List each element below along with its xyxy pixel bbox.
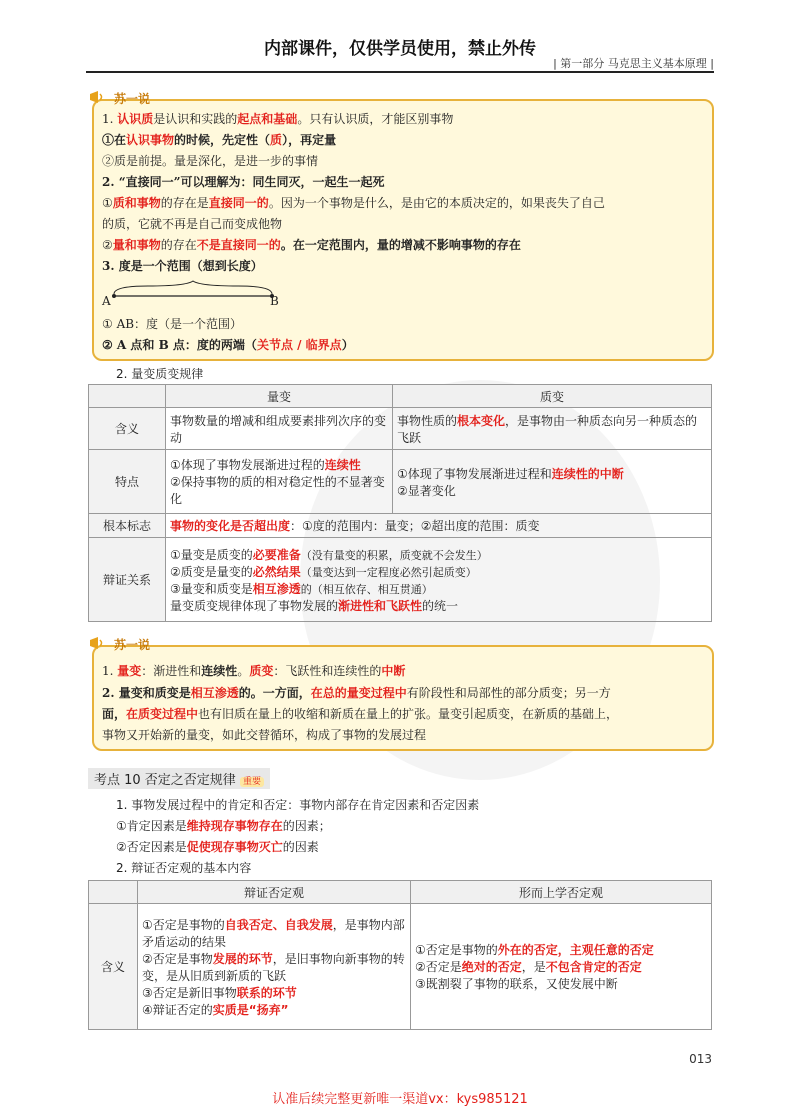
table1-row-meaning: 含义 [89, 408, 166, 450]
table1-traits-quantity: ①体现了事物发展渐进过程的连续性 ②保持事物的质的相对稳定性的不显著变化 [166, 450, 393, 514]
table1-dialectic: ①量变是质变的必要准备（没有量变的积累，质变就不会发生） ②质变是量变的必然结果（量变达到一定程度必然引起质变） ③量变和质变是相互渗透的（相互依存、相互贯通） 量变质变规律体现了事物发展的渐进性和飞跃性的统一 [166, 538, 712, 622]
section2-title: 2. 量变质变规律 [116, 367, 204, 381]
footer-notice: 认准后续完整更新唯一渠道vx：kys985121 [272, 1092, 528, 1107]
su1-line4: 2. “直接同一”可以理解为：同生同灭，一起生一起死 [102, 175, 385, 189]
important-tag: 重要 [240, 777, 264, 787]
table1-row-indicator: 根本标志 [89, 514, 166, 538]
header-divider [86, 71, 714, 73]
su1-line10: ② A 点和 B 点：度的两端（关节点 / 临界点） [102, 338, 354, 352]
table1-meaning-quality: 事物性质的根本变化，是事物由一种质态向另一种质态的飞跃 [392, 408, 711, 450]
page-number: 013 [689, 1052, 712, 1066]
su-label-1: 苏一说 [114, 92, 151, 106]
su1-line9: ① AB：度（是一个范围） [102, 317, 243, 331]
su2-line1: 1. 量变：渐进性和连续性。质变：飞跃性和连续性的中断 [102, 664, 406, 678]
table1-indicator: 事物的变化是否超出度：①度的范围内：量变；②超出度的范围：质变 [166, 514, 712, 538]
point-b-label: B [270, 294, 279, 308]
page-header-title: 内部课件，仅供学员使用，禁止外传 [264, 39, 536, 59]
table1-row-dialectic: 辩证关系 [89, 538, 166, 622]
quantity-quality-table [88, 384, 712, 622]
neg-line1: 1. 事物发展过程中的肯定和否定：事物内部存在肯定因素和否定因素 [116, 798, 480, 812]
neg-line2: ①肯定因素是维持现存事物存在的因素； [116, 819, 331, 833]
point-a-label: A [102, 294, 111, 308]
su1-line3: ②质是前提。量是深化，是进一步的事情 [102, 154, 319, 168]
su2-line2: 2. 量变和质变是相互渗透的。一方面，在总的量变过程中有阶段性和局部性的部分质变；另一方 [102, 686, 611, 700]
kaodian-title: 考点 10 否定之否定规律 重要 [88, 768, 270, 789]
degree-range-diagram [108, 280, 278, 302]
su2-line4: 事物又开始新的量变，如此交替循环，构成了事物的发展过程 [102, 728, 427, 742]
su2-line3: 面，在质变过程中也有旧质在量上的收缩和新质在量上的扩张。量变引起质变，在新质的基础上， [102, 707, 619, 721]
table1-meaning-quantity: 事物数量的增减和组成要素排列次序的变动 [166, 408, 393, 450]
su1-line7: ②量和事物的存在不是直接同一的。在一定范围内，量的增减不影响事物的存在 [102, 238, 521, 252]
su1-line2: ①在认识事物的时候，先定性（质），再定量 [102, 133, 337, 147]
neg-line3: ②否定因素是促使现存事物灭亡的因素 [116, 840, 319, 854]
table2-metaphysical-cell: ①否定是事物的外在的否定，主观任意的否定 ②否定是绝对的否定，是不包含肯定的否定 ③既割裂了事物的联系，又使发展中断 [411, 904, 712, 1030]
negation-table [88, 880, 712, 1030]
chapter-label: | 第一部分 马克思主义基本原理 | [553, 57, 714, 70]
megaphone-icon [88, 90, 108, 104]
megaphone-icon [88, 636, 108, 650]
table1-row-traits: 特点 [89, 450, 166, 514]
table1-header-quantity: 量变 [166, 385, 393, 408]
su-label-2: 苏一说 [114, 638, 151, 652]
su1-line5: ①质和事物的存在是直接同一的。因为一个事物是什么，是由它的本质决定的，如果丧失了自己 [102, 196, 605, 210]
table2-dialectic-cell: ①否定是事物的自我否定、自我发展，是事物内部矛盾运动的结果 ②否定是事物发展的环节，是旧事物向新事物的转变，是从旧质到新质的飞跃 ③否定是新旧事物联系的环节 ④辩证否定的实质是“扬弃” [138, 904, 411, 1030]
su1-line6: 的质，它就不再是自己而变成他物 [102, 217, 283, 231]
table2-row-meaning: 含义 [89, 904, 138, 1030]
table2-header-metaphysical: 形而上学否定观 [411, 881, 712, 904]
table2-header-dialectic: 辩证否定观 [138, 881, 411, 904]
neg-line4: 2. 辩证否定观的基本内容 [116, 861, 252, 875]
table1-header-quality: 质变 [392, 385, 711, 408]
table1-traits-quality: ①体现了事物发展渐进过程和连续性的中断 ②显著变化 [392, 450, 711, 514]
su1-line8: 3. 度是一个范围（想到长度） [102, 259, 263, 273]
su1-line1: 1. 认识质是认识和实践的起点和基础。只有认识质，才能区别事物 [102, 112, 454, 126]
